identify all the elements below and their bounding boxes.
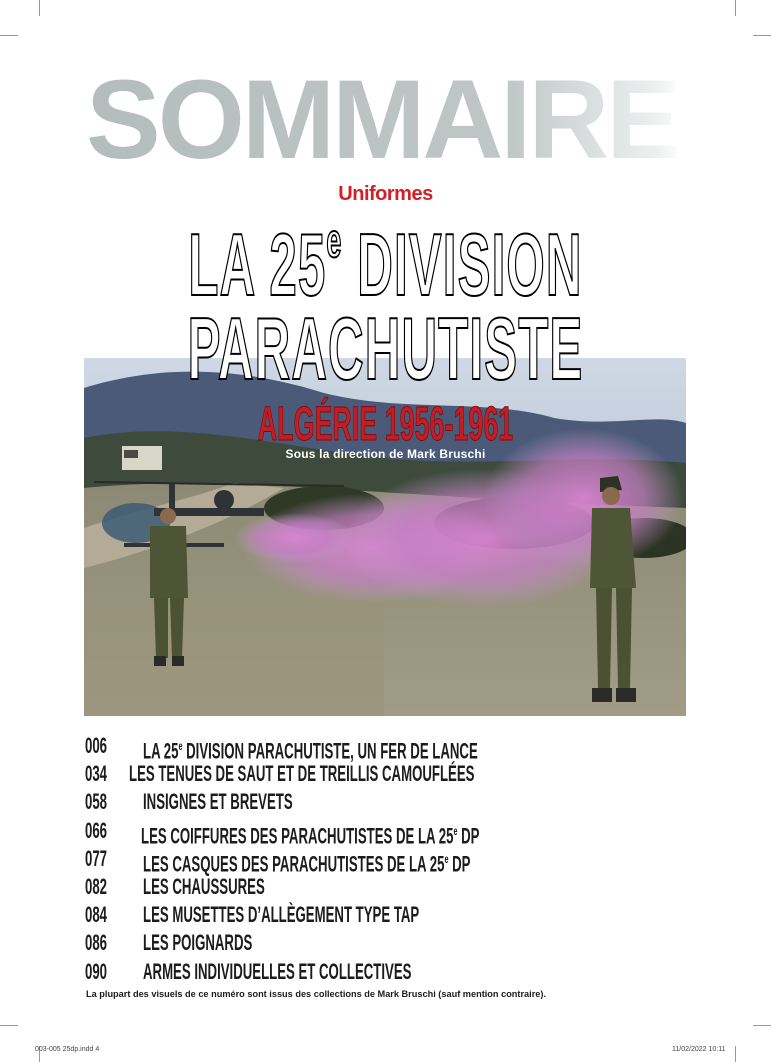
toc-title: LES POIGNARDS [143,930,253,956]
toc-item[interactable] [85,902,705,930]
table-of-contents [85,733,705,987]
toc-item[interactable] [85,930,705,958]
crop-mark [39,0,40,16]
slug-filename: 003-005 25dp.indd 4 [35,1046,100,1053]
toc-item[interactable] [85,733,705,764]
toc-title: LES COIFFURES DES PARACHUTISTES DE LA 25e DP [140,822,480,848]
toc-page-number: 077 [85,845,108,871]
toc-title: ARMES INDIVIDUELLES ET COLLECTIVES [143,958,412,984]
toc-item[interactable] [85,818,705,846]
cover-subtitle: ALGÉRIE 1956-1961 [257,398,514,451]
page-title: SOMMAIRE [86,64,686,176]
toc-page-number: 066 [85,817,108,843]
toc-page-number: 058 [85,789,108,815]
toc-item[interactable] [85,959,705,987]
crop-mark [753,1025,771,1026]
slug-datetime: 11/02/2022 10:11 [672,1046,726,1053]
toc-page-number: 086 [85,930,108,956]
toc-page-number: 082 [85,873,108,899]
toc-item[interactable] [85,789,705,817]
crop-mark [0,1025,18,1026]
toc-page-number: 006 [85,733,108,758]
cover-title-line1: LA 25e DIVISION [188,215,583,314]
cover-byline: Sous la direction de Mark Bruschi [285,447,486,461]
toc-page-number: 034 [85,761,108,787]
crop-mark [735,1046,736,1062]
magazine-name: Uniformes [338,183,433,205]
toc-title: LES CASQUES DES PARACHUTISTES DE LA 25e DP [143,851,471,877]
toc-title: LES MUSETTES D’ALLÈGEMENT TYPE TAP [143,902,420,928]
toc-title: LES CHAUSSURES [143,873,265,899]
crop-mark [735,0,736,16]
cover-title-line2: PARACHUTISTE [187,299,584,398]
crop-mark [753,35,771,36]
toc-page-number: 084 [85,902,108,928]
toc-title: LES TENUES DE SAUT ET DE TREILLIS CAMOUFLÉES [129,761,475,787]
toc-title: INSIGNES ET BREVETS [143,789,293,815]
photo-credit: La plupart des visuels de ce numéro sont issus des collections de Mark Bruschi (sauf mention contraire). [86,989,547,999]
toc-page-number: 090 [85,958,108,984]
toc-item[interactable] [85,761,705,789]
toc-item[interactable] [85,874,705,902]
crop-mark [0,35,18,36]
toc-title: LA 25e DIVISION PARACHUTISTE, UN FER DE LANCE [143,738,478,764]
toc-item[interactable] [85,845,705,877]
